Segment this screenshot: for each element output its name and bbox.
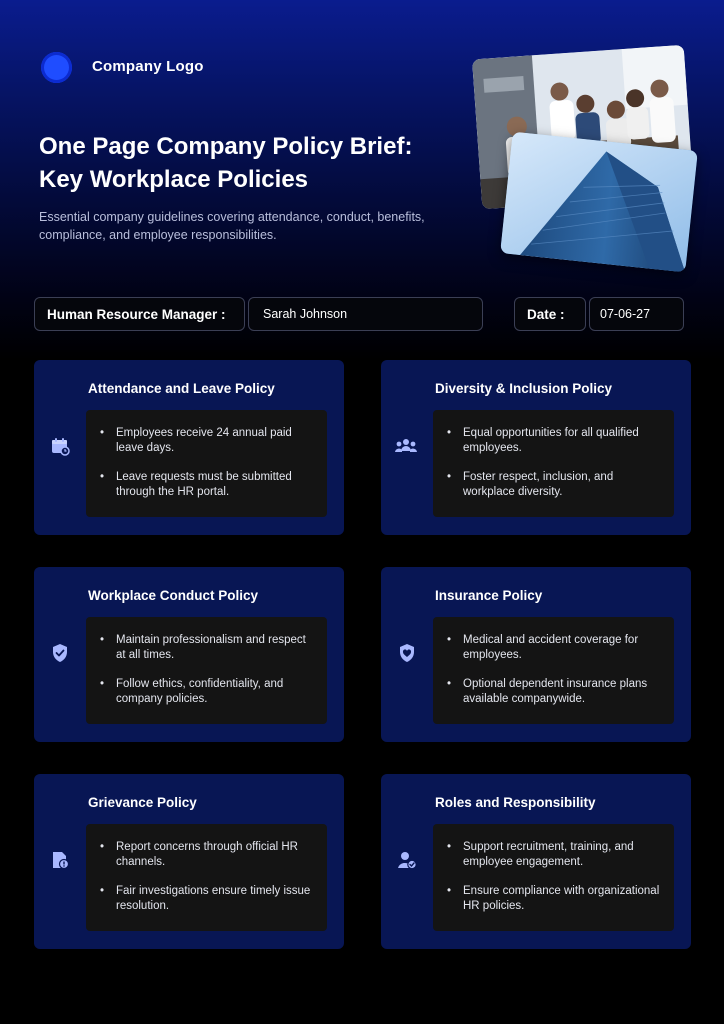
card-title: Roles and Responsibility: [435, 795, 596, 810]
office-building-photo: [500, 132, 698, 273]
list-item: • Equal opportunities for all qualified employees.: [447, 426, 660, 456]
list-item: • Report concerns through official HR channels.: [100, 840, 313, 870]
shield-check-icon: [50, 643, 70, 663]
card-body: [433, 824, 674, 931]
manager-name-field: Sarah Johnson: [248, 297, 483, 331]
list-item: • Medical and accident coverage for employees.: [447, 633, 660, 663]
card-body: [433, 617, 674, 724]
list-item: • Maintain professionalism and respect at all times.: [100, 633, 313, 663]
policy-card-insurance: [381, 567, 691, 742]
card-body: [86, 824, 327, 931]
list-item: • Optional dependent insurance plans available companywide.: [447, 677, 660, 707]
card-title: Insurance Policy: [435, 588, 543, 603]
card-body: [86, 617, 327, 724]
list-item: • Employees receive 24 annual paid leave days.: [100, 426, 313, 456]
calendar-icon: [50, 436, 70, 456]
page-title-line-1: One Page Company Policy Brief:: [39, 133, 413, 160]
company-logo-mark: [41, 52, 72, 83]
policy-card-conduct: [34, 567, 344, 742]
card-body: [433, 410, 674, 517]
card-body: [86, 410, 327, 517]
list-item: • Leave requests must be submitted through the HR portal.: [100, 470, 313, 500]
list-item: • Foster respect, inclusion, and workplace diversity.: [447, 470, 660, 500]
user-check-icon: [397, 850, 417, 870]
card-title: Attendance and Leave Policy: [88, 381, 275, 396]
group-icon: [394, 436, 418, 456]
page-title: [39, 130, 459, 196]
card-title: Diversity & Inclusion Policy: [435, 381, 613, 396]
policy-card-grievance: [34, 774, 344, 949]
manager-label: Human Resource Manager :: [34, 297, 245, 331]
date-label: Date :: [514, 297, 586, 331]
list-item: • Follow ethics, confidentiality, and company policies.: [100, 677, 313, 707]
policy-card-diversity: [381, 360, 691, 535]
policy-card-attendance: [34, 360, 344, 535]
shield-heart-icon: [397, 643, 417, 663]
page-subtitle: Essential company guidelines covering attendance, conduct, benefits, compliance, and employee responsibilities.: [39, 210, 425, 242]
list-item: • Support recruitment, training, and employee engagement.: [447, 840, 660, 870]
card-title: Grievance Policy: [88, 795, 197, 810]
page-title-line-2: Key Workplace Policies: [39, 166, 309, 193]
date-value-field: 07-06-27: [589, 297, 684, 331]
report-alert-icon: [50, 850, 70, 870]
list-item: • Ensure compliance with organizational HR policies.: [447, 884, 660, 914]
list-item: • Fair investigations ensure timely issue resolution.: [100, 884, 313, 914]
card-title: Workplace Conduct Policy: [88, 588, 259, 603]
policy-card-roles: [381, 774, 691, 949]
company-logo-text: Company Logo: [92, 58, 204, 75]
